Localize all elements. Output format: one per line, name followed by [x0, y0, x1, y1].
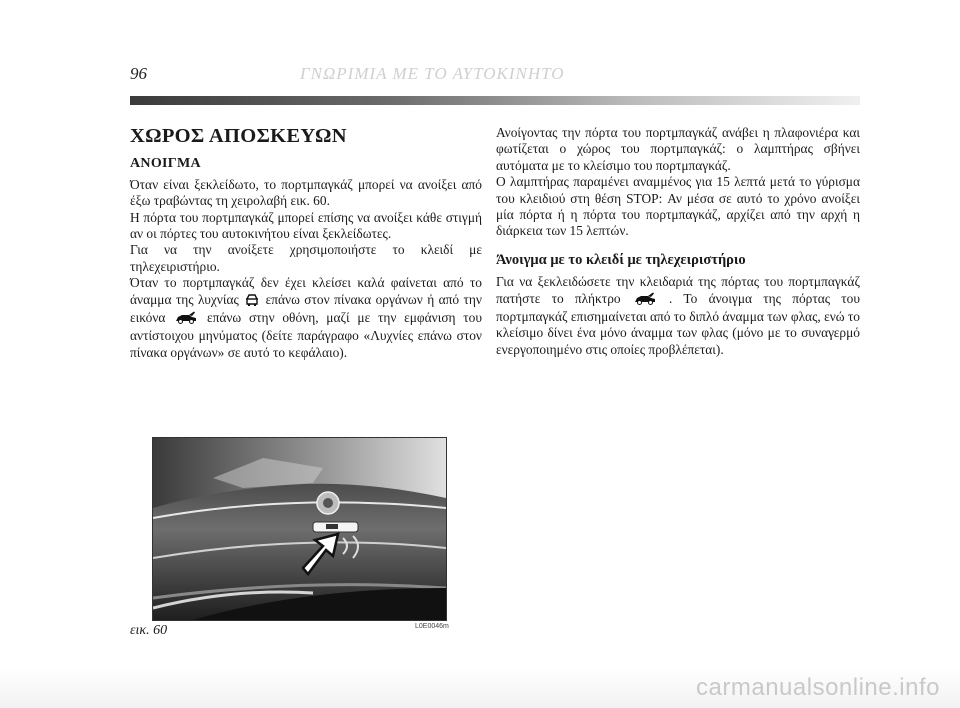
section-title: ΧΩΡΟΣ ΑΠΟΣΚΕΥΩΝ: [130, 125, 347, 147]
remote-text-a: Για να ξεκλειδώσετε την κλειδαριά της πόρτας του πορτμπαγκάζ πατήστε το πλήκτρο: [496, 274, 860, 306]
figure-code: L0E0046m: [415, 623, 449, 630]
page-number: 96: [130, 64, 147, 83]
paragraph-courtesy-light: Ανοίγοντας την πόρτα του πορτμπαγκάζ ανάβει η πλαφονιέρα και φωτίζεται ο χώρος του πορτμπαγκάζ: ο λαμπτήρας σβήνει αυτόματα με το κλείσιμο του πορτμπαγκάζ.: [496, 125, 860, 173]
subsection-title-opening: ΑΝΟΙΓΜΑ: [130, 156, 201, 172]
warning-text-b: επάνω στον πίνακα οργάνων ή από την εικόνα: [130, 291, 482, 326]
paragraph-unlocked: Όταν είναι ξεκλείδωτο, το πορτμπαγκάζ μπορεί να ανοίξει από έξω τραβώντας τη χειρολαβή εικ. 60.: [130, 176, 482, 209]
right-column: [496, 125, 860, 358]
paragraph-warning-lamp: [130, 275, 482, 361]
trunk-handle-illustration: [153, 438, 446, 620]
remote-text-b: . Το άνοιγμα της πόρτας του πορτμπαγκάζ επισημαίνεται από το διπλό άναμμα των φλας, ενώ το κλείσιμο δίνει ένα μόνο άναμμα των φλας (μόνο με το συναγερμό ενεργοποιημένο στις οποίες προβλέπεται).: [496, 290, 860, 357]
subsection-title-remote: Άνοιγμα με το κλειδί με τηλεχειριστήριο: [496, 251, 746, 268]
paragraph-doors-unlocked: Η πόρτα του πορτμπαγκάζ μπορεί επίσης να ανοίξει κάθε στιγμή αν οι πόρτες του αυτοκινήτου είναι ξεκλείδωτες.: [130, 209, 482, 242]
paragraph-remote-unlock: [496, 274, 860, 358]
figure-trunk-handle: [152, 437, 447, 621]
warning-text-a: Όταν το πορτμπαγκάζ δεν έχει κλείσει καλά φαίνεται από το άναμμα της λυχνίας: [130, 275, 482, 307]
running-header-title: ΓΝΩΡΙΜΙΑ ΜΕ ΤΟ ΑΥΤΟΚΙΝΗΤΟ: [300, 64, 565, 83]
left-column: [130, 125, 482, 361]
open-trunk-lamp-icon: [245, 293, 259, 310]
header-rule: [130, 96, 860, 105]
paragraph-lamp-duration: Ο λαμπτήρας παραμένει αναμμένος για 15 λεπτά μετά το γύρισμα του κλειδιού στη θέση STOP: Αν μέσα σε αυτό το χρόνο ανοίξει μία πόρτα ή η πόρτα του πορτμπαγκάζ, αρχίζει από την αρχή η διάρκεια των 15 λεπτών.: [496, 174, 860, 239]
car-open-boot-icon: [175, 311, 197, 328]
watermark-band: [0, 668, 960, 708]
warning-text-c: επάνω στην οθόνη, μαζί με την εμφάνιση του αντίστοιχου μηνύματος (δείτε παράγραφο «Λυχνίες επάνω στον πίνακα οργάνων» σε αυτό το κεφάλαιο).: [130, 310, 482, 360]
watermark-text: carmanualsonline.info: [696, 674, 940, 701]
trunk-button-icon: [634, 292, 656, 309]
paragraph-use-key: Για να την ανοίξετε χρησιμοποιήστε το κλειδί με τηλεχειριστήριο.: [130, 242, 482, 274]
figure-caption: εικ. 60: [130, 623, 168, 638]
